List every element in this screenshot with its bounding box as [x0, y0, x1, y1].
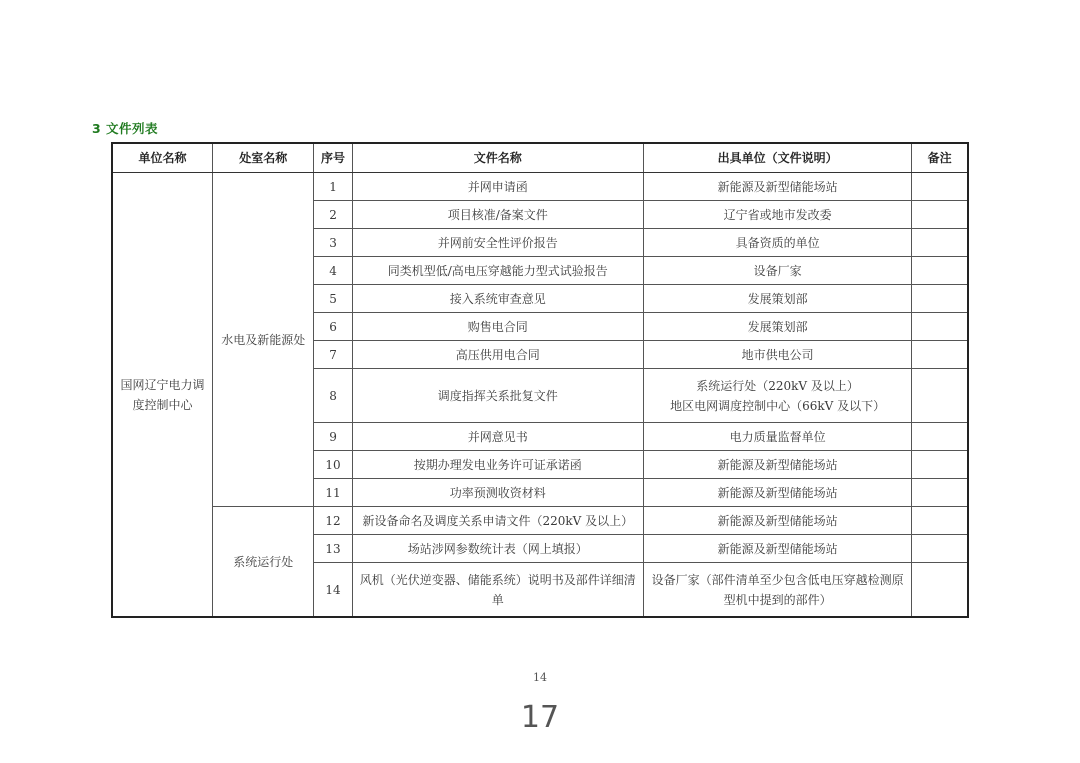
department-cell: 水电及新能源处: [212, 173, 313, 507]
table-header-row: [112, 143, 968, 173]
file-cell: 并网前安全性评价报告: [352, 229, 643, 257]
seq-cell: 10: [314, 451, 352, 479]
file-cell: 功率预测收资材料: [352, 479, 643, 507]
issuer-line: 系统运行处（220kV 及以上）: [696, 378, 859, 393]
remark-cell: [912, 369, 968, 423]
unit-line: 国网辽宁电力调: [120, 377, 205, 392]
header-file-name: 文件名称: [352, 143, 643, 173]
unit-line: 度控制中心: [132, 397, 193, 412]
file-line: 风机（光伏逆变器、储能系统）说明书及部件详细清: [359, 572, 636, 587]
header-remark: 备注: [912, 143, 968, 173]
issuer-cell: 辽宁省或地市发改委: [643, 201, 911, 229]
remark-cell: [912, 201, 968, 229]
file-cell: 接入系统审查意见: [352, 285, 643, 313]
header-seq: 序号: [314, 143, 352, 173]
file-cell: 并网申请函: [352, 173, 643, 201]
remark-cell: [912, 423, 968, 451]
seq-cell: 11: [314, 479, 352, 507]
file-cell: 场站涉网参数统计表（网上填报）: [352, 535, 643, 563]
issuer-cell: 新能源及新型储能场站: [643, 535, 911, 563]
issuer-cell: 新能源及新型储能场站: [643, 173, 911, 201]
seq-cell: 12: [314, 507, 352, 535]
table-row: [112, 173, 968, 201]
header-unit: 单位名称: [112, 143, 212, 173]
issuer-cell: 发展策划部: [643, 285, 911, 313]
remark-cell: [912, 257, 968, 285]
seq-cell: 3: [314, 229, 352, 257]
file-cell: 按期办理发电业务许可证承诺函: [352, 451, 643, 479]
seq-cell: 4: [314, 257, 352, 285]
file-cell: 调度指挥关系批复文件: [352, 369, 643, 423]
issuer-cell: [643, 563, 911, 618]
seq-cell: 1: [314, 173, 352, 201]
issuer-cell: 具备资质的单位: [643, 229, 911, 257]
file-cell: 新设备命名及调度关系申请文件（220kV 及以上）: [352, 507, 643, 535]
issuer-cell: 电力质量监督单位: [643, 423, 911, 451]
issuer-cell: 地市供电公司: [643, 341, 911, 369]
file-list-table: [111, 142, 969, 618]
issuer-line: 型机中提到的部件）: [723, 592, 832, 607]
remark-cell: [912, 229, 968, 257]
seq-cell: 5: [314, 285, 352, 313]
issuer-cell: 新能源及新型储能场站: [643, 507, 911, 535]
issuer-cell: 新能源及新型储能场站: [643, 451, 911, 479]
issuer-cell: 新能源及新型储能场站: [643, 479, 911, 507]
department-cell: 系统运行处: [212, 507, 313, 618]
issuer-cell: 设备厂家: [643, 257, 911, 285]
viewer-page-number: 17: [520, 700, 560, 735]
header-department: 处室名称: [212, 143, 313, 173]
seq-cell: 13: [314, 535, 352, 563]
seq-cell: 8: [314, 369, 352, 423]
seq-cell: 14: [314, 563, 352, 618]
file-cell: 购售电合同: [352, 313, 643, 341]
issuer-cell: 发展策划部: [643, 313, 911, 341]
remark-cell: [912, 451, 968, 479]
issuer-cell: [643, 369, 911, 423]
printed-page-number: 14: [533, 671, 547, 684]
seq-cell: 9: [314, 423, 352, 451]
file-cell: [352, 563, 643, 618]
file-cell: 高压供用电合同: [352, 341, 643, 369]
table-row: [112, 507, 968, 535]
issuer-line: 地区电网调度控制中心（66kV 及以下）: [670, 398, 886, 413]
file-cell: 并网意见书: [352, 423, 643, 451]
remark-cell: [912, 563, 968, 618]
file-cell: 项目核准/备案文件: [352, 201, 643, 229]
seq-cell: 6: [314, 313, 352, 341]
seq-cell: 2: [314, 201, 352, 229]
remark-cell: [912, 173, 968, 201]
seq-cell: 7: [314, 341, 352, 369]
unit-cell: [112, 173, 212, 618]
file-line: 单: [491, 592, 504, 607]
remark-cell: [912, 313, 968, 341]
remark-cell: [912, 507, 968, 535]
header-issuer: 出具单位（文件说明）: [643, 143, 911, 173]
remark-cell: [912, 285, 968, 313]
remark-cell: [912, 479, 968, 507]
remark-cell: [912, 341, 968, 369]
section-title: 3 文件列表: [92, 121, 159, 136]
file-cell: 同类机型低/高电压穿越能力型式试验报告: [352, 257, 643, 285]
issuer-line: 设备厂家（部件清单至少包含低电压穿越检测原: [651, 572, 904, 587]
remark-cell: [912, 535, 968, 563]
